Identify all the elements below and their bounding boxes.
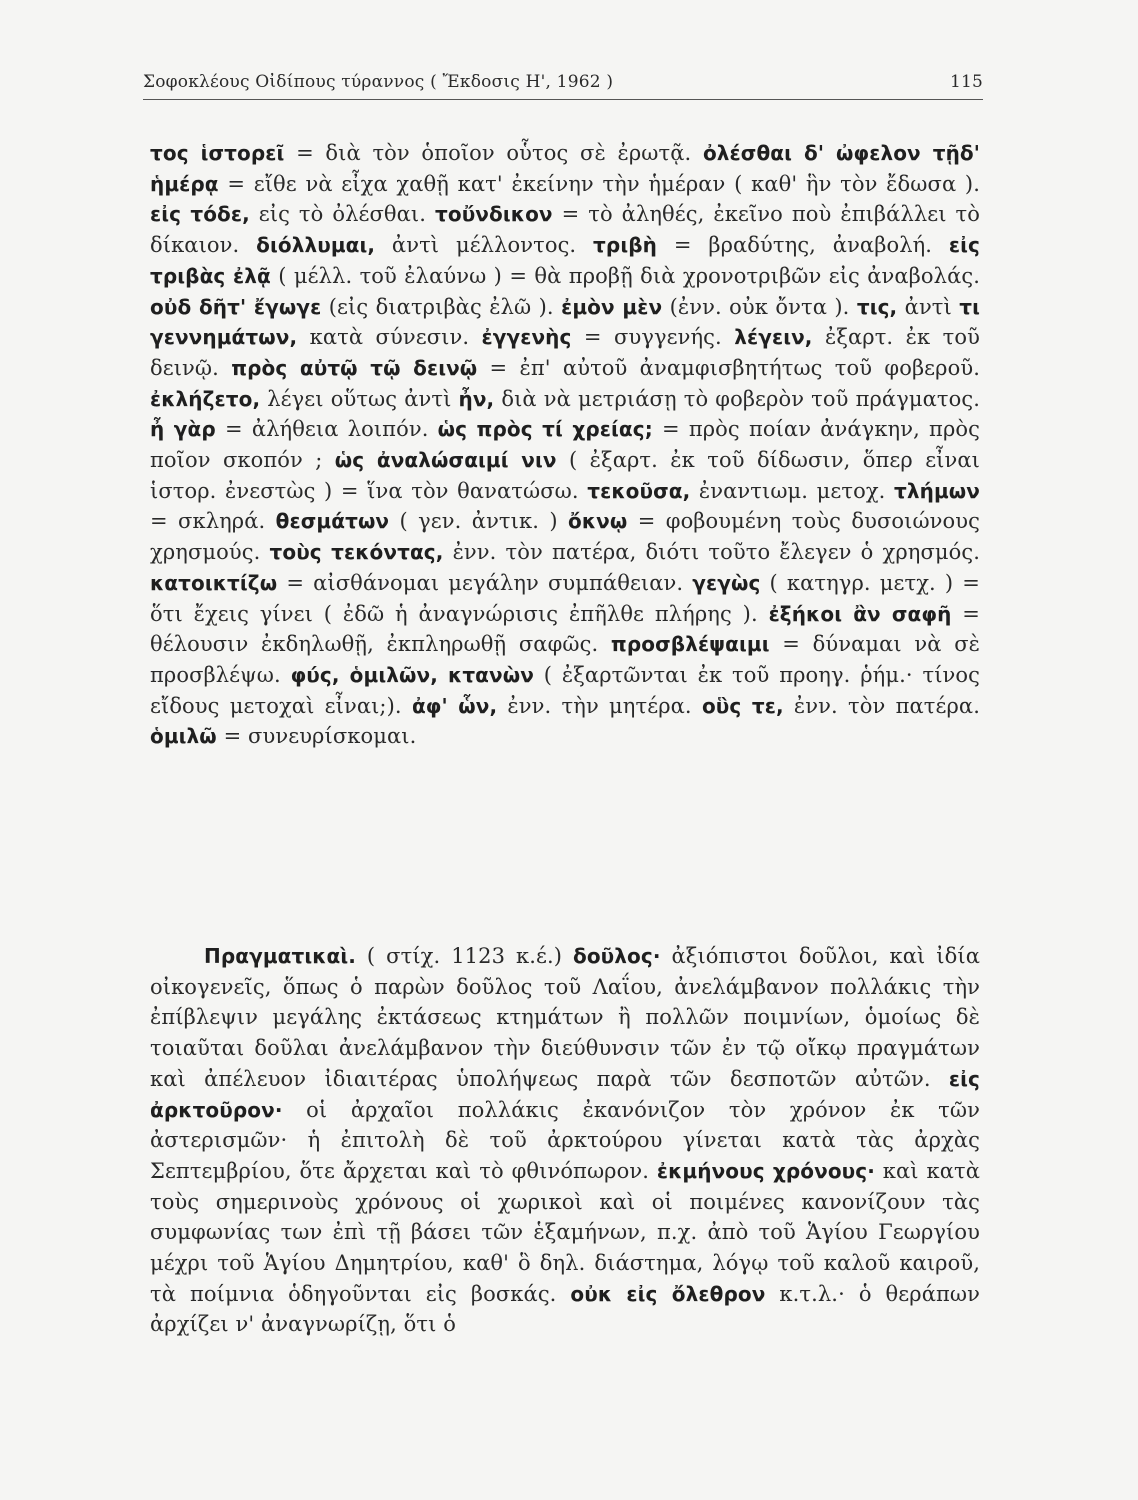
lemma: ἐκλήζετο, [150, 386, 261, 411]
lemma: ὁμιλῶ [150, 724, 217, 749]
lemma: τοὺς τεκόντας, [269, 540, 444, 565]
lemma: τος ἱστορεῖ [150, 141, 285, 165]
lemma: ἀφ' ὧν, [411, 693, 498, 718]
lemma: ὄκνῳ [568, 509, 628, 534]
lemma: γεγὼς [692, 570, 761, 595]
lemma: ὡς ἀναλώσαιμί νιν [334, 448, 557, 473]
gloss: = ἐπ' αὐτοῦ ἀναμφισβητήτως τοῦ φοβεροῦ. [477, 355, 980, 380]
gloss: = συγγενής. [571, 325, 735, 350]
gloss: = συνευρίσκομαι. [216, 724, 417, 749]
lemma: οὐκ εἰς ὄλεθρον [570, 1281, 766, 1306]
gloss: ἀντὶ μέλλοντος. [375, 233, 594, 258]
paragraph-text [150, 138, 980, 752]
gloss: ( κατηγρ. μετχ. ) = ὅτι ἔχεις γίνει ( ἐδῶ ἡ ἀναγνώρισις ἐπῆλθε πλήρης ). [150, 570, 980, 626]
lemma: τριβὴ [593, 233, 657, 258]
lemma: ὡς πρὸς τί χρείας; [437, 417, 653, 442]
gloss: (ἐνν. οὐκ ὄντα ). [662, 294, 857, 319]
lemma: τις, [856, 294, 898, 319]
lemma: κατοικτίζω [150, 570, 278, 595]
gloss: οἱ ἀρχαῖοι πολλάκις ἐκανόνιζον τὸν χρόνον ἐκ τῶν ἀστερισμῶν· ἡ ἐπιτολὴ δὲ τοῦ ἀρκτούρου γίνεται κατὰ τὰς ἀρχὰς Σεπτεμβρίου, ὅτε ἄρχεται καὶ τὸ φθινόπωρον. [150, 1097, 980, 1183]
gloss: ἐνν. τὴν μητέρα. [497, 693, 702, 718]
gloss: = ἀλήθεια λοιπόν. [215, 417, 438, 442]
gloss: (εἰς διατριβὰς ἐλῶ ). [321, 294, 562, 319]
lemma: προσβλέψαιμι [610, 632, 770, 657]
gloss: καὶ κατὰ τοὺς σημερινοὺς χρόνους οἱ χωρικοὶ καὶ οἱ ποιμένες κανονίζουν τὰς συμφωνίας των ἐπὶ τῇ βάσει τῶν ἑξαμήνων, π.χ. ἀπὸ τοῦ Ἁγίου Γεωργίου μέχρι τοῦ Ἁγίου Δημητρίου, καθ' ὃ δηλ. διάστημα, λόγῳ τοῦ καλοῦ καιροῦ, τὰ ποίμνια ὁδηγοῦνται εἰς βοσκάς. [150, 1158, 980, 1306]
lemma: θεσμάτων [275, 509, 390, 534]
gloss: διὰ νὰ μετριάσῃ τὸ φοβερὸν τοῦ πράγματος. [494, 386, 980, 411]
lemma: οὐδ δῆτ' ἔγωγε [150, 294, 322, 319]
gloss: ( στίχ. 1123 κ.έ.) [355, 944, 573, 968]
lemma: ἐγγενὴς [481, 325, 572, 350]
gloss: ἐξαρτ. ἐκ τοῦ δεινῷ. [150, 325, 980, 380]
lemma: τλήμων [894, 478, 980, 503]
lemma: τι γεννημάτων, [150, 294, 981, 350]
lemma: λέγειν, [734, 325, 813, 350]
gloss: λέγει οὕτως ἀντὶ [260, 386, 459, 411]
gloss: = αἰσθάνομαι μεγάλην συμπάθειαν. [277, 570, 693, 595]
gloss: ἐνν. τὸν πατέρα. [783, 693, 980, 718]
gloss: ἀντὶ [897, 294, 960, 319]
lemma: ἦν, [458, 386, 495, 411]
gloss: = πρὸς ποίαν ἀνάγκην, πρὸς ποῖον σκοπόν ; [150, 417, 981, 473]
lemma: ἐξήκοι ἂν σαφῆ [768, 601, 952, 626]
lemma: ἐμὸν μὲν [561, 294, 663, 319]
lemma: δοῦλος· [573, 944, 661, 968]
gloss: = θέλουσιν ἐκδηλωθῇ, ἐκπληρωθῇ σαφῶς. [150, 601, 980, 657]
gloss: ( ἐξαρτῶνται ἐκ τοῦ προηγ. ῥήμ.· τίνος εἴδους μετοχαὶ εἶναι;). [150, 662, 981, 718]
running-head [143, 72, 983, 100]
header-rule [143, 99, 983, 100]
gloss: κ.τ.λ.· ὁ θεράπων ἀρχίζει ν' ἀναγνωρίζῃ, ὅτι ὁ [150, 1281, 980, 1337]
lemma: εἰς τόδε, [150, 202, 250, 227]
gloss: = σκληρά. [150, 509, 276, 534]
gloss: εἰς τὸ ὀλέσθαι. [249, 202, 435, 227]
running-title: Σοφοκλέους Οἰδίπους τύραννος ( Ἔκδοσις Η', 1962 ) [143, 72, 614, 92]
commentary-paragraph-1 [150, 138, 980, 752]
lemma: εἰς τριβὰς ἐλᾷ [150, 233, 980, 288]
lemma: πρὸς αὐτῷ τῷ δεινῷ [231, 355, 478, 380]
gloss: = τὸ ἀληθές, ἐκεῖνο ποὺ ἐπιβάλλει τὸ δίκαιον. [150, 202, 981, 258]
gloss: ( ἐξαρτ. ἐκ τοῦ δίδωσιν, ὅπερ εἶναι ἱστορ. ἐνεστὼς ) = ἵνα τὸν θανατώσω. [150, 448, 980, 503]
lemma: διόλλυμαι, [256, 233, 376, 258]
gloss: = βραδύτης, ἀναβολή. [656, 233, 949, 258]
gloss: = δύναμαι νὰ σὲ προσβλέψω. [150, 632, 980, 687]
section-heading: Πραγματικαὶ. [204, 944, 356, 968]
gloss: ( γεν. ἀντικ. ) [389, 509, 568, 534]
lemma: φύς, ὁμιλῶν, κτανὼν [290, 662, 534, 687]
gloss: ἐναντιωμ. μετοχ. [690, 478, 895, 503]
lemma: τεκοῦσα, [587, 478, 691, 503]
gloss: ἐνν. τὸν πατέρα, διότι τοῦτο ἔλεγεν ὁ χρησμός. [443, 540, 981, 565]
lemma: ἦ γὰρ [150, 417, 216, 442]
gloss: ἀξιόπιστοι δοῦλοι, καὶ ἰδία οἰκογενεῖς, ὅπως ὁ παρὼν δοῦλος τοῦ Λαΐου, ἀνελάμβανον πολλάκις τὴν ἐπίβλεψιν μεγάλης ἐκτάσεως κτημάτων ἢ πολλῶν ποιμνίων, ὁμοίως δὲ τοιαῦται δοῦλαι ἀνελάμβανον τὴν διεύθυνσιν τῶν ἐν τῷ οἴκῳ πραγμάτων καὶ ἀπέλευον ἰδιαιτέρας ὑπολήψεως παρὰ τῶν δεσποτῶν αὐτῶν. [150, 944, 980, 1091]
commentary-paragraph-2 [150, 941, 980, 1340]
gloss: ( μέλλ. τοῦ ἐλαύνω ) = θὰ προβῇ διὰ χρονοτριβῶν εἰς ἀναβολάς. [270, 263, 980, 288]
gloss: κατὰ σύνεσιν. [297, 325, 482, 350]
paragraph-text [150, 941, 980, 1340]
lemma: τοὔνδικον [435, 202, 553, 227]
lemma: οὓς τε, [701, 693, 784, 718]
lemma: ἐκμήνους χρόνους· [656, 1158, 875, 1183]
page-number: 115 [949, 72, 983, 92]
lemma: ὀλέσθαι δ' ὠφελον τῇδ' ἡμέρᾳ [150, 141, 980, 196]
lemma: εἰς ἀρκτοῦρον· [150, 1066, 980, 1122]
gloss: = εἴθε νὰ εἶχα χαθῇ κατ' ἐκείνην τὴν ἡμέραν ( καθ' ἣν τὸν ἔδωσα ). [218, 171, 980, 196]
gloss: = διὰ τὸν ὁποῖον οὗτος σὲ ἐρωτᾷ. [284, 141, 703, 165]
gloss: = φοβουμένη τοὺς δυσοιώνους χρησμούς. [150, 509, 981, 565]
